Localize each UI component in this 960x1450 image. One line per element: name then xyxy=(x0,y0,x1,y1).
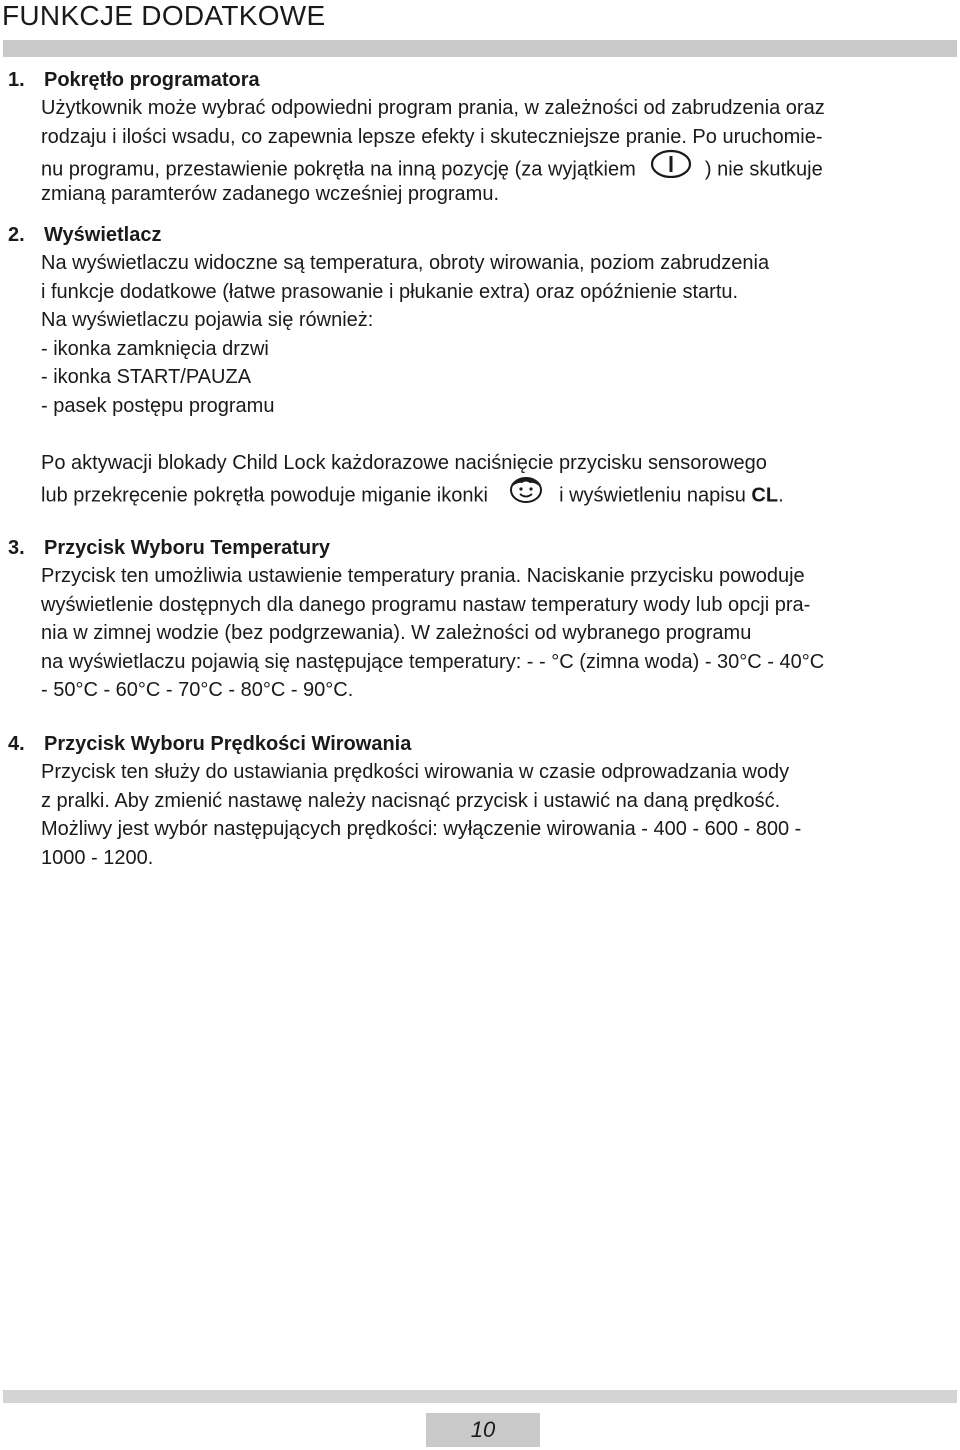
text-line: nia w zimnej wodzie (bez podgrzewania). W zależności od wybranego programu xyxy=(41,622,752,644)
section-heading xyxy=(0,66,960,94)
cl-label: CL xyxy=(751,484,779,507)
text-segment: nu programu, przestawienie pokrętła na inną pozycję (za wyjątkiem xyxy=(41,158,636,181)
section-title: Przycisk Wyboru Prędkości Wirowania xyxy=(44,733,412,755)
section-3 xyxy=(0,534,960,705)
section-title: Przycisk Wyboru Temperatury xyxy=(44,537,331,559)
text-line: rodzaju i ilości wsadu, co zapewnia lepsze efekty i skuteczniejsze pranie. Po uruchomie- xyxy=(41,125,823,148)
section-number: 1. xyxy=(8,69,25,91)
text-line: Przycisk ten służy do ustawiania prędkości wirowania w czasie odprowadzania wody xyxy=(41,761,790,783)
child-face-icon xyxy=(508,474,544,513)
text-line: zmianą paramterów zadanego wcześniej programu. xyxy=(41,182,500,205)
section-number: 4. xyxy=(8,733,25,755)
text-segment: i wyświetleniu napisu xyxy=(559,484,746,507)
section-body xyxy=(41,94,959,208)
text-line: 1000 - 1200. xyxy=(41,846,154,869)
section-2 xyxy=(0,221,960,506)
section-number: 2. xyxy=(8,224,25,246)
text-line: Na wyświetlaczu widoczne są temperatura, obroty wirowania, poziom zabrudzenia xyxy=(41,252,770,274)
text-line: wyświetlenie dostępnych dla danego programu nastaw temperatury wody lub opcji pra- xyxy=(41,593,811,616)
section-title: Wyświetlacz xyxy=(44,224,162,246)
text-line: Na wyświetlaczu pojawia się również: xyxy=(41,309,374,331)
section-heading xyxy=(0,730,960,758)
text-line: Po aktywacji blokady Child Lock każdorazowe naciśnięcie przycisku sensorowego xyxy=(41,451,767,474)
text-line: z pralki. Aby zmienić nastawę należy nacisnąć przycisk i ustawić na daną prędkość. xyxy=(41,789,781,812)
text-line: - 50°C - 60°C - 70°C - 80°C - 90°C. xyxy=(41,679,354,701)
section-title: Pokrętło programatora xyxy=(44,69,260,91)
text-line: Przycisk ten umożliwia ustawienie temperatury prania. Naciskanie przycisku powoduje xyxy=(41,565,805,587)
text-line: na wyświetlaczu pojawią się następujące temperatury: - - °C (zimna woda) - 30°C - 40°C xyxy=(41,650,825,673)
list-item: - ikonka START/PAUZA xyxy=(41,366,252,388)
title-underline-bar xyxy=(3,40,957,57)
text-segment: lub przekręcenie pokrętła powoduje miganie ikonki xyxy=(41,484,488,507)
footer-bar xyxy=(3,1390,957,1403)
text-segment: ) nie skutkuje xyxy=(704,158,823,181)
text-line: Użytkownik może wybrać odpowiedni program prania, w zależności od zabrudzenia oraz xyxy=(41,97,825,119)
list-item: - ikonka zamknięcia drzwi xyxy=(41,337,269,360)
section-number: 3. xyxy=(8,537,25,559)
text-line-with-icon xyxy=(41,477,959,506)
text-segment: . xyxy=(778,484,784,507)
power-off-icon xyxy=(649,148,693,187)
list-item: - pasek postępu programu xyxy=(41,394,275,417)
text-line: Możliwy jest wybór następujących prędkości: wyłączenie wirowania - 400 - 600 - 800 - xyxy=(41,818,802,840)
page-number: 10 xyxy=(426,1413,540,1447)
section-heading xyxy=(0,534,960,562)
page-title: FUNKCJE DODATKOWE xyxy=(2,0,326,31)
section-body xyxy=(41,758,959,872)
section-body xyxy=(41,249,959,506)
text-line: i funkcje dodatkowe (łatwe prasowanie i płukanie extra) oraz opóźnienie startu. xyxy=(41,280,739,303)
section-4 xyxy=(0,730,960,872)
text-line-with-icon xyxy=(41,151,959,180)
section-body xyxy=(41,562,959,705)
section-heading xyxy=(0,221,960,249)
section-1 xyxy=(0,66,960,208)
